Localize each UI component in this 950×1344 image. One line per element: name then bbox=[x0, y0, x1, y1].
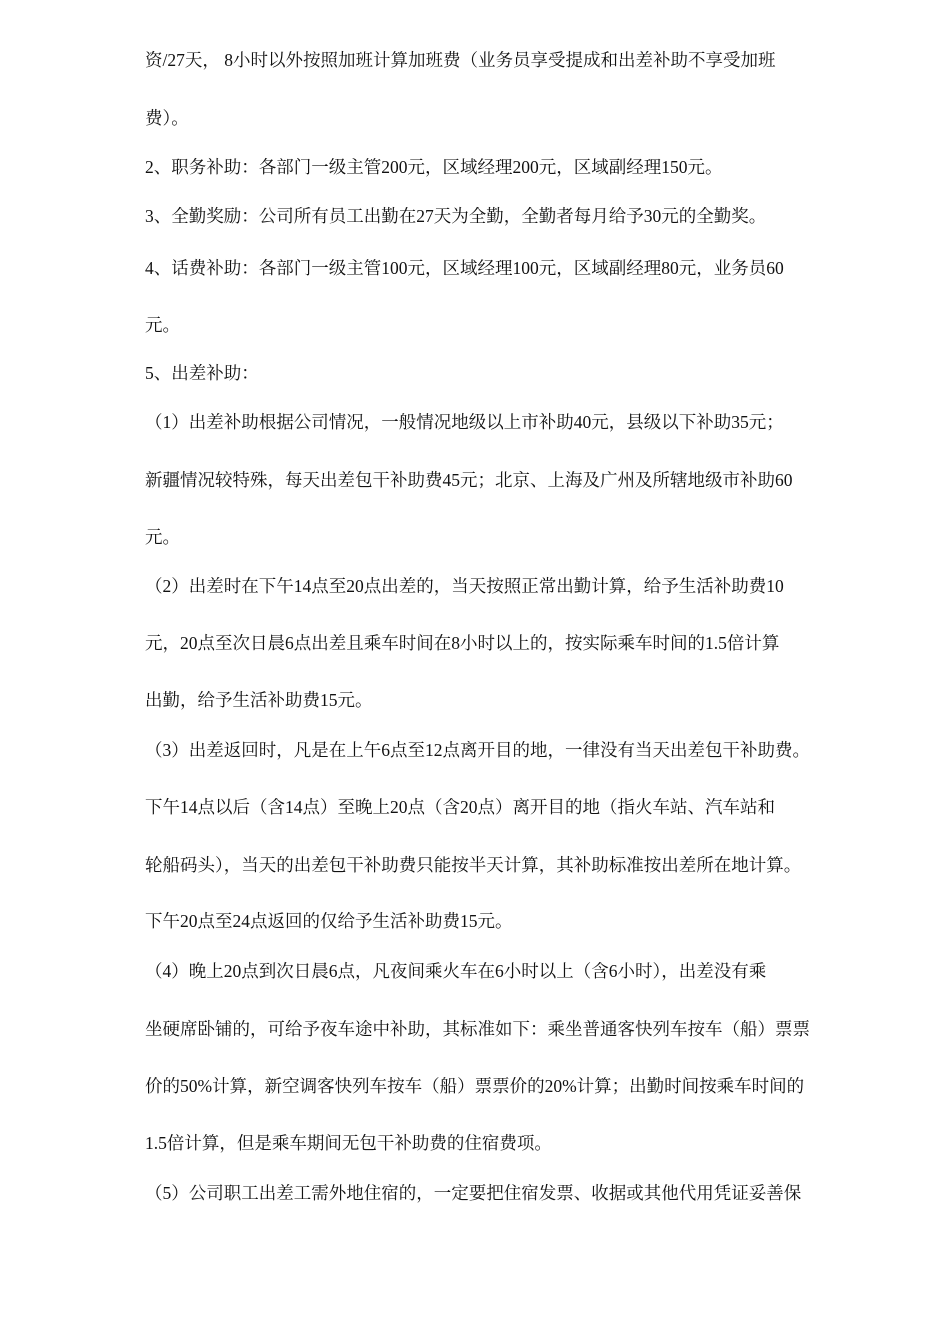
text-line: 轮船码头），当天的出差包干补助费只能按半天计算，其补助标准按出差所在地计算。 bbox=[145, 855, 802, 875]
text-line: （3）出差返回时，凡是在上午6点至12点离开目的地，一律没有当天出差包干补助费。 bbox=[145, 740, 810, 760]
text-line: 下午14点以后（含14点）至晚上20点（含20点）离开目的地（指火车站、汽车站和 bbox=[145, 797, 775, 817]
text-line: （4）晚上20点到次日晨6点，凡夜间乘火车在6小时以上（含6小时），出差没有乘 bbox=[145, 961, 767, 981]
text-line: 新疆情况较特殊，每天出差包干补助费45元；北京、上海及广州及所辖地级市补助60 bbox=[145, 470, 793, 490]
text-line: 元。 bbox=[145, 315, 180, 335]
text-line: （5）公司职工出差工需外地住宿的，一定要把住宿发票、收据或其他代用凭证妥善保 bbox=[145, 1183, 802, 1203]
text-line: 4、话费补助：各部门一级主管100元，区域经理100元，区域副经理80元，业务员60 bbox=[145, 258, 784, 278]
text-line: 坐硬席卧铺的，可给予夜车途中补助，其标准如下：乘坐普通客快列车按车（船）票票 bbox=[145, 1019, 810, 1039]
text-line: 1.5倍计算，但是乘车期间无包干补助费的住宿费项。 bbox=[145, 1133, 552, 1153]
text-line: （2）出差时在下午14点至20点出差的，当天按照正常出勤计算，给予生活补助费10 bbox=[145, 576, 784, 596]
text-line: 资/27天， 8小时以外按照加班计算加班费（业务员享受提成和出差补助不享受加班 bbox=[145, 50, 776, 70]
text-line: 费）。 bbox=[145, 108, 189, 128]
text-line: 3、全勤奖励：公司所有员工出勤在27天为全勤，全勤者每月给予30元的全勤奖。 bbox=[145, 206, 767, 226]
text-line: 2、职务补助：各部门一级主管200元，区域经理200元，区域副经理150元。 bbox=[145, 157, 723, 177]
text-line: （1）出差补助根据公司情况，一般情况地级以上市补助40元，县级以下补助35元； bbox=[145, 412, 784, 432]
text-line: 5、出差补助： bbox=[145, 363, 259, 383]
text-line: 元，20点至次日晨6点出差且乘车时间在8小时以上的，按实际乘车时间的1.5倍计算 bbox=[145, 633, 780, 653]
text-line: 价的50%计算，新空调客快列车按车（船）票票价的20%计算；出勤时间按乘车时间的 bbox=[145, 1076, 805, 1096]
text-line: 出勤，给予生活补助费15元。 bbox=[145, 690, 373, 710]
text-line: 下午20点至24点返回的仅给予生活补助费15元。 bbox=[145, 911, 513, 931]
text-line: 元。 bbox=[145, 527, 180, 547]
